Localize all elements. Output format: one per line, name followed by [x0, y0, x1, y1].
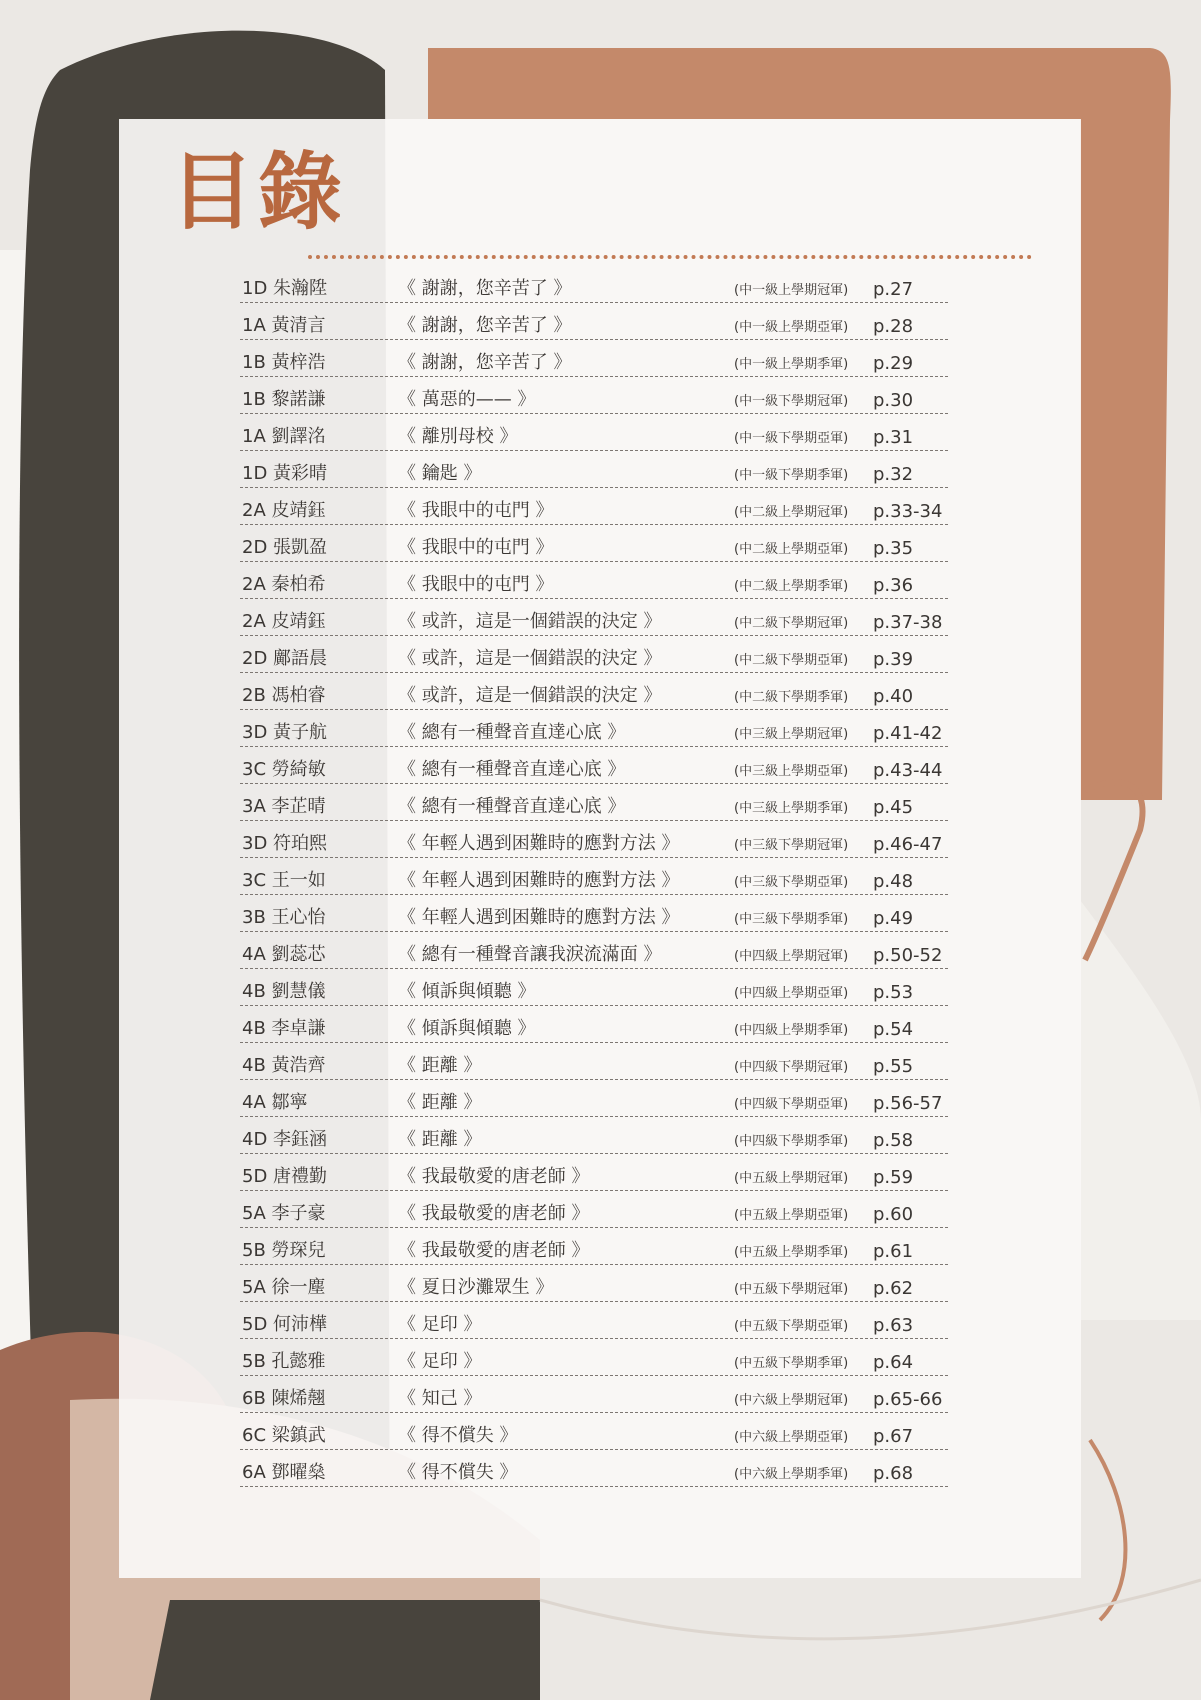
- toc-row[interactable]: [240, 1376, 948, 1413]
- toc-row[interactable]: [240, 1191, 948, 1228]
- toc-title: 《 足印 》: [398, 1314, 482, 1335]
- toc-student: 1A 黃清言: [242, 315, 326, 336]
- toc-award: (中二級上學期亞軍): [734, 542, 849, 557]
- toc-page: p.50-52: [873, 945, 943, 966]
- toc-row[interactable]: [240, 488, 948, 525]
- toc-student: 2A 秦柏希: [242, 574, 326, 595]
- toc-award: (中四級上學期季軍): [734, 1023, 849, 1038]
- toc-title: 《 我眼中的屯門 》: [398, 574, 554, 595]
- toc-page: p.62: [873, 1278, 914, 1299]
- toc-award: (中一級下學期亞軍): [734, 431, 849, 446]
- toc-title: 《 或許，這是一個錯誤的決定 》: [398, 685, 662, 706]
- toc-award: (中四級下學期季軍): [734, 1134, 849, 1149]
- toc-row[interactable]: [240, 1339, 948, 1376]
- toc-title: 《 我眼中的屯門 》: [398, 500, 554, 521]
- toc-title: 《 總有一種聲音直達心底 》: [398, 759, 626, 780]
- toc-page: p.63: [873, 1315, 914, 1336]
- toc-row[interactable]: [240, 821, 948, 858]
- toc-page: p.64: [873, 1352, 914, 1373]
- toc-award: (中二級下學期季軍): [734, 690, 849, 705]
- toc-row[interactable]: [240, 1043, 948, 1080]
- toc-award: (中三級上學期冠軍): [734, 727, 849, 742]
- toc-award: (中四級上學期冠軍): [734, 949, 849, 964]
- toc-page: p.59: [873, 1167, 914, 1188]
- toc-student: 1B 黎諾謙: [242, 389, 326, 410]
- table-of-contents: [240, 266, 948, 1487]
- toc-page: p.36: [873, 575, 914, 596]
- toc-student: 5A 李子豪: [242, 1203, 326, 1224]
- toc-title: 《 距離 》: [398, 1055, 482, 1076]
- toc-page: p.61: [873, 1241, 914, 1262]
- toc-row[interactable]: [240, 895, 948, 932]
- toc-student: 1A 劉譯洺: [242, 426, 326, 447]
- toc-student: 2B 馮柏睿: [242, 685, 326, 706]
- toc-row[interactable]: [240, 710, 948, 747]
- toc-award: (中二級下學期冠軍): [734, 616, 849, 631]
- toc-award: (中二級上學期季軍): [734, 579, 849, 594]
- toc-title: 《 足印 》: [398, 1351, 482, 1372]
- toc-student: 5D 唐禮勤: [242, 1166, 328, 1187]
- toc-award: (中一級上學期冠軍): [734, 283, 849, 298]
- toc-page: p.58: [873, 1130, 914, 1151]
- toc-row[interactable]: [240, 1006, 948, 1043]
- toc-title: 《 總有一種聲音直達心底 》: [398, 722, 626, 743]
- toc-award: (中六級上學期冠軍): [734, 1393, 849, 1408]
- toc-award: (中五級上學期亞軍): [734, 1208, 849, 1223]
- toc-student: 5B 勞琛兒: [242, 1240, 326, 1261]
- toc-award: (中五級下學期季軍): [734, 1356, 849, 1371]
- toc-row[interactable]: [240, 266, 948, 303]
- toc-award: (中二級上學期冠軍): [734, 505, 849, 520]
- toc-award: (中六級上學期季軍): [734, 1467, 849, 1482]
- toc-student: 5B 孔懿雅: [242, 1351, 326, 1372]
- toc-row[interactable]: [240, 1117, 948, 1154]
- toc-row[interactable]: [240, 562, 948, 599]
- toc-award: (中五級上學期冠軍): [734, 1171, 849, 1186]
- toc-title: 《 謝謝，您辛苦了 》: [398, 352, 572, 373]
- page-title: 目錄: [170, 143, 347, 241]
- toc-student: 3C 勞綺敏: [242, 759, 326, 780]
- toc-row[interactable]: [240, 1302, 948, 1339]
- toc-row[interactable]: [240, 599, 948, 636]
- toc-title: 《 年輕人遇到困難時的應對方法 》: [398, 907, 680, 928]
- toc-title: 《 距離 》: [398, 1092, 482, 1113]
- toc-award: (中四級下學期冠軍): [734, 1060, 849, 1075]
- toc-award: (中一級下學期冠軍): [734, 394, 849, 409]
- toc-title: 《 我最敬愛的唐老師 》: [398, 1240, 590, 1261]
- toc-student: 6B 陳烯翹: [242, 1388, 326, 1409]
- toc-row[interactable]: [240, 340, 948, 377]
- toc-award: (中三級下學期季軍): [734, 912, 849, 927]
- toc-page: p.56-57: [873, 1093, 943, 1114]
- toc-title: 《 我最敬愛的唐老師 》: [398, 1203, 590, 1224]
- toc-title: 《 傾訴與傾聽 》: [398, 1018, 536, 1039]
- toc-row[interactable]: [240, 1228, 948, 1265]
- toc-row[interactable]: [240, 747, 948, 784]
- toc-award: (中一級下學期季軍): [734, 468, 849, 483]
- toc-row[interactable]: [240, 1265, 948, 1302]
- toc-student: 1D 朱瀚陞: [242, 278, 328, 299]
- toc-title: 《 總有一種聲音讓我淚流滿面 》: [398, 944, 662, 965]
- toc-page: p.27: [873, 279, 914, 300]
- toc-page: p.54: [873, 1019, 914, 1040]
- toc-title: 《 傾訴與傾聽 》: [398, 981, 536, 1002]
- toc-row[interactable]: [240, 303, 948, 340]
- toc-page: p.31: [873, 427, 914, 448]
- toc-row[interactable]: [240, 1154, 948, 1191]
- toc-student: 4A 劉蕊芯: [242, 944, 326, 965]
- toc-title: 《 謝謝，您辛苦了 》: [398, 315, 572, 336]
- toc-student: 4D 李鈺涵: [242, 1129, 328, 1150]
- toc-page: p.29: [873, 353, 914, 374]
- toc-student: 2D 鄺語晨: [242, 648, 328, 669]
- toc-award: (中二級下學期亞軍): [734, 653, 849, 668]
- toc-student: 1B 黃梓浩: [242, 352, 326, 373]
- toc-title: 《 距離 》: [398, 1129, 482, 1150]
- toc-row[interactable]: [240, 1450, 948, 1487]
- toc-award: (中三級下學期亞軍): [734, 875, 849, 890]
- toc-student: 4A 鄒寧: [242, 1092, 308, 1113]
- toc-title: 《 或許，這是一個錯誤的決定 》: [398, 648, 662, 669]
- toc-page: p.53: [873, 982, 914, 1003]
- toc-page: p.45: [873, 797, 914, 818]
- toc-award: (中三級上學期季軍): [734, 801, 849, 816]
- toc-row[interactable]: [240, 525, 948, 562]
- toc-row[interactable]: [240, 858, 948, 895]
- toc-row[interactable]: [240, 414, 948, 451]
- toc-student: 2A 皮靖鈺: [242, 500, 326, 521]
- toc-row[interactable]: [240, 451, 948, 488]
- toc-title: 《 離別母校 》: [398, 426, 518, 447]
- toc-award: (中四級上學期亞軍): [734, 986, 849, 1001]
- toc-award: (中四級下學期亞軍): [734, 1097, 849, 1112]
- toc-title: 《 總有一種聲音直達心底 》: [398, 796, 626, 817]
- toc-row[interactable]: [240, 932, 948, 969]
- toc-page: p.39: [873, 649, 914, 670]
- toc-student: 3C 王一如: [242, 870, 326, 891]
- toc-student: 5D 何沛樺: [242, 1314, 328, 1335]
- toc-page: p.37-38: [873, 612, 943, 633]
- toc-row[interactable]: [240, 377, 948, 414]
- toc-title: 《 年輕人遇到困難時的應對方法 》: [398, 833, 680, 854]
- toc-page: p.43-44: [873, 760, 943, 781]
- toc-page: p.67: [873, 1426, 914, 1447]
- toc-row[interactable]: [240, 784, 948, 821]
- toc-row[interactable]: [240, 1413, 948, 1450]
- toc-title: 《 我最敬愛的唐老師 》: [398, 1166, 590, 1187]
- toc-page: p.32: [873, 464, 914, 485]
- toc-award: (中三級下學期冠軍): [734, 838, 849, 853]
- toc-page: p.30: [873, 390, 914, 411]
- toc-award: (中三級上學期亞軍): [734, 764, 849, 779]
- toc-student: 2D 張凱盈: [242, 537, 328, 558]
- toc-award: (中五級下學期亞軍): [734, 1319, 849, 1334]
- toc-award: (中一級上學期季軍): [734, 357, 849, 372]
- toc-award: (中一級上學期亞軍): [734, 320, 849, 335]
- toc-page: p.55: [873, 1056, 914, 1077]
- toc-award: (中五級上學期季軍): [734, 1245, 849, 1260]
- toc-page: p.48: [873, 871, 914, 892]
- toc-title: 《 或許，這是一個錯誤的決定 》: [398, 611, 662, 632]
- toc-student: 4B 李卓謙: [242, 1018, 326, 1039]
- toc-page: p.33-34: [873, 501, 943, 522]
- toc-title: 《 得不償失 》: [398, 1462, 518, 1483]
- toc-row[interactable]: [240, 673, 948, 710]
- toc-title: 《 知己 》: [398, 1388, 482, 1409]
- toc-title: 《 謝謝，您辛苦了 》: [398, 278, 572, 299]
- toc-student: 3A 李芷晴: [242, 796, 326, 817]
- toc-student: 3B 王心怡: [242, 907, 326, 928]
- toc-title: 《 我眼中的屯門 》: [398, 537, 554, 558]
- toc-page: p.65-66: [873, 1389, 943, 1410]
- toc-row[interactable]: [240, 636, 948, 673]
- title-divider: [308, 255, 1032, 259]
- toc-student: 6C 梁鎮武: [242, 1425, 326, 1446]
- toc-student: 5A 徐一塵: [242, 1277, 326, 1298]
- toc-page: p.49: [873, 908, 914, 929]
- toc-page: p.68: [873, 1463, 914, 1484]
- toc-page: p.28: [873, 316, 914, 337]
- toc-award: (中五級下學期冠軍): [734, 1282, 849, 1297]
- toc-title: 《 年輕人遇到困難時的應對方法 》: [398, 870, 680, 891]
- toc-title: 《 鑰匙 》: [398, 463, 482, 484]
- toc-page: p.41-42: [873, 723, 943, 744]
- toc-title: 《 夏日沙灘眾生 》: [398, 1277, 554, 1298]
- toc-student: 3D 黃子航: [242, 722, 328, 743]
- toc-page: p.35: [873, 538, 914, 559]
- toc-page: p.46-47: [873, 834, 943, 855]
- toc-row[interactable]: [240, 1080, 948, 1117]
- toc-student: 3D 符珀熙: [242, 833, 328, 854]
- toc-student: 2A 皮靖鈺: [242, 611, 326, 632]
- toc-title: 《 萬惡的—— 》: [398, 389, 536, 410]
- toc-student: 4B 劉慧儀: [242, 981, 326, 1002]
- toc-award: (中六級上學期亞軍): [734, 1430, 849, 1445]
- toc-row[interactable]: [240, 969, 948, 1006]
- toc-student: 4B 黃浩齊: [242, 1055, 326, 1076]
- toc-page: p.40: [873, 686, 914, 707]
- toc-student: 6A 鄧曜燊: [242, 1462, 326, 1483]
- toc-student: 1D 黃彩晴: [242, 463, 328, 484]
- toc-title: 《 得不償失 》: [398, 1425, 518, 1446]
- toc-page: p.60: [873, 1204, 914, 1225]
